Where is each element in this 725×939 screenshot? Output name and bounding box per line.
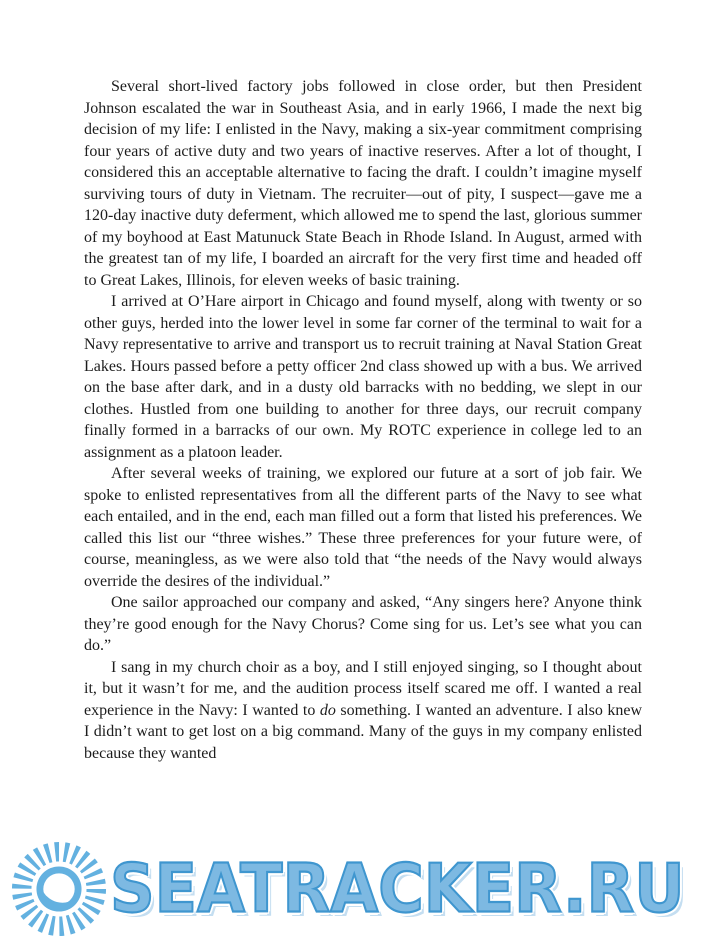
text-segment: I arrived at O’Hare airport in Chicago and found myself, along with twenty or so other guys, herded into the lower level in some far corner of the terminal to wait for a Navy representative to arrive and transport us to recruit training at Naval Station Great Lakes. Hours passed before a petty officer 2nd class showed up with a bus. We arrived on the base after dark, and in a dusty old barracks with no bedding, we slept in our clothes. Hustled from one building to another for three days, our recruit company finally formed in a barracks of our own. My ROTC experience in college led to an assignment as a platoon leader.	[84, 293, 642, 461]
watermark	[10, 839, 725, 939]
paragraph	[84, 592, 642, 657]
paragraph	[84, 657, 642, 765]
sun-icon	[10, 840, 108, 938]
text-segment: After several weeks of training, we explored our future at a sort of job fair. We spoke to enlisted representatives from all the different parts of the Navy to see what each entailed, and in the end, each man filled out a form that listed his preferences. We called this list our “three wishes.” These three preferences for your future were, of course, meaningless, as we were also told that “the needs of the Navy would always override the desires of the individual.”	[84, 465, 642, 590]
text-segment: One sailor approached our company and asked, “Any singers here? Anyone think they’re good enough for the Navy Chorus? Come sing for us. Let’s see what you can do.”	[84, 594, 642, 654]
paragraph	[84, 76, 642, 291]
paragraph	[84, 463, 642, 592]
paragraph	[84, 291, 642, 463]
text-segment: do	[319, 701, 336, 719]
text-segment: something. I wanted an adventure. I also knew I didn’t want to get lost on a big command. Many of the guys in my company enlisted because they wanted	[84, 701, 642, 762]
text-segment: Several short-lived factory jobs followed in close order, but then President Johnson escalated the war in Southeast Asia, and in early 1966, I made the next big decision of my life: I enlisted in the Navy, making a six-year commitment comprising four years of active duty and two years of inactive reserves. After a lot of thought, I considered this an acceptable alternative to facing the draft. I couldn’t imagine myself surviving tours of duty in Vietnam. The recruiter—out of pity, I suspect—gave me a 120-day inactive duty deferment, which allowed me to spend the last, glorious summer of my boyhood at East Matunuck State Beach in Rhode Island. In August, armed with the greatest tan of my life, I boarded an aircraft for the very first time and headed off to Great Lakes, Illinois, for eleven weeks of basic training.	[84, 78, 642, 289]
text-segment: I sang in my church choir as a boy, and I still enjoyed singing, so I thought about it, but it wasn’t for me, and the audition process itself scared me off. I wanted a real experience in the Navy: I wanted to	[84, 658, 642, 719]
page-text	[84, 76, 642, 764]
watermark-text: SEATRACKER.RU	[110, 849, 685, 928]
